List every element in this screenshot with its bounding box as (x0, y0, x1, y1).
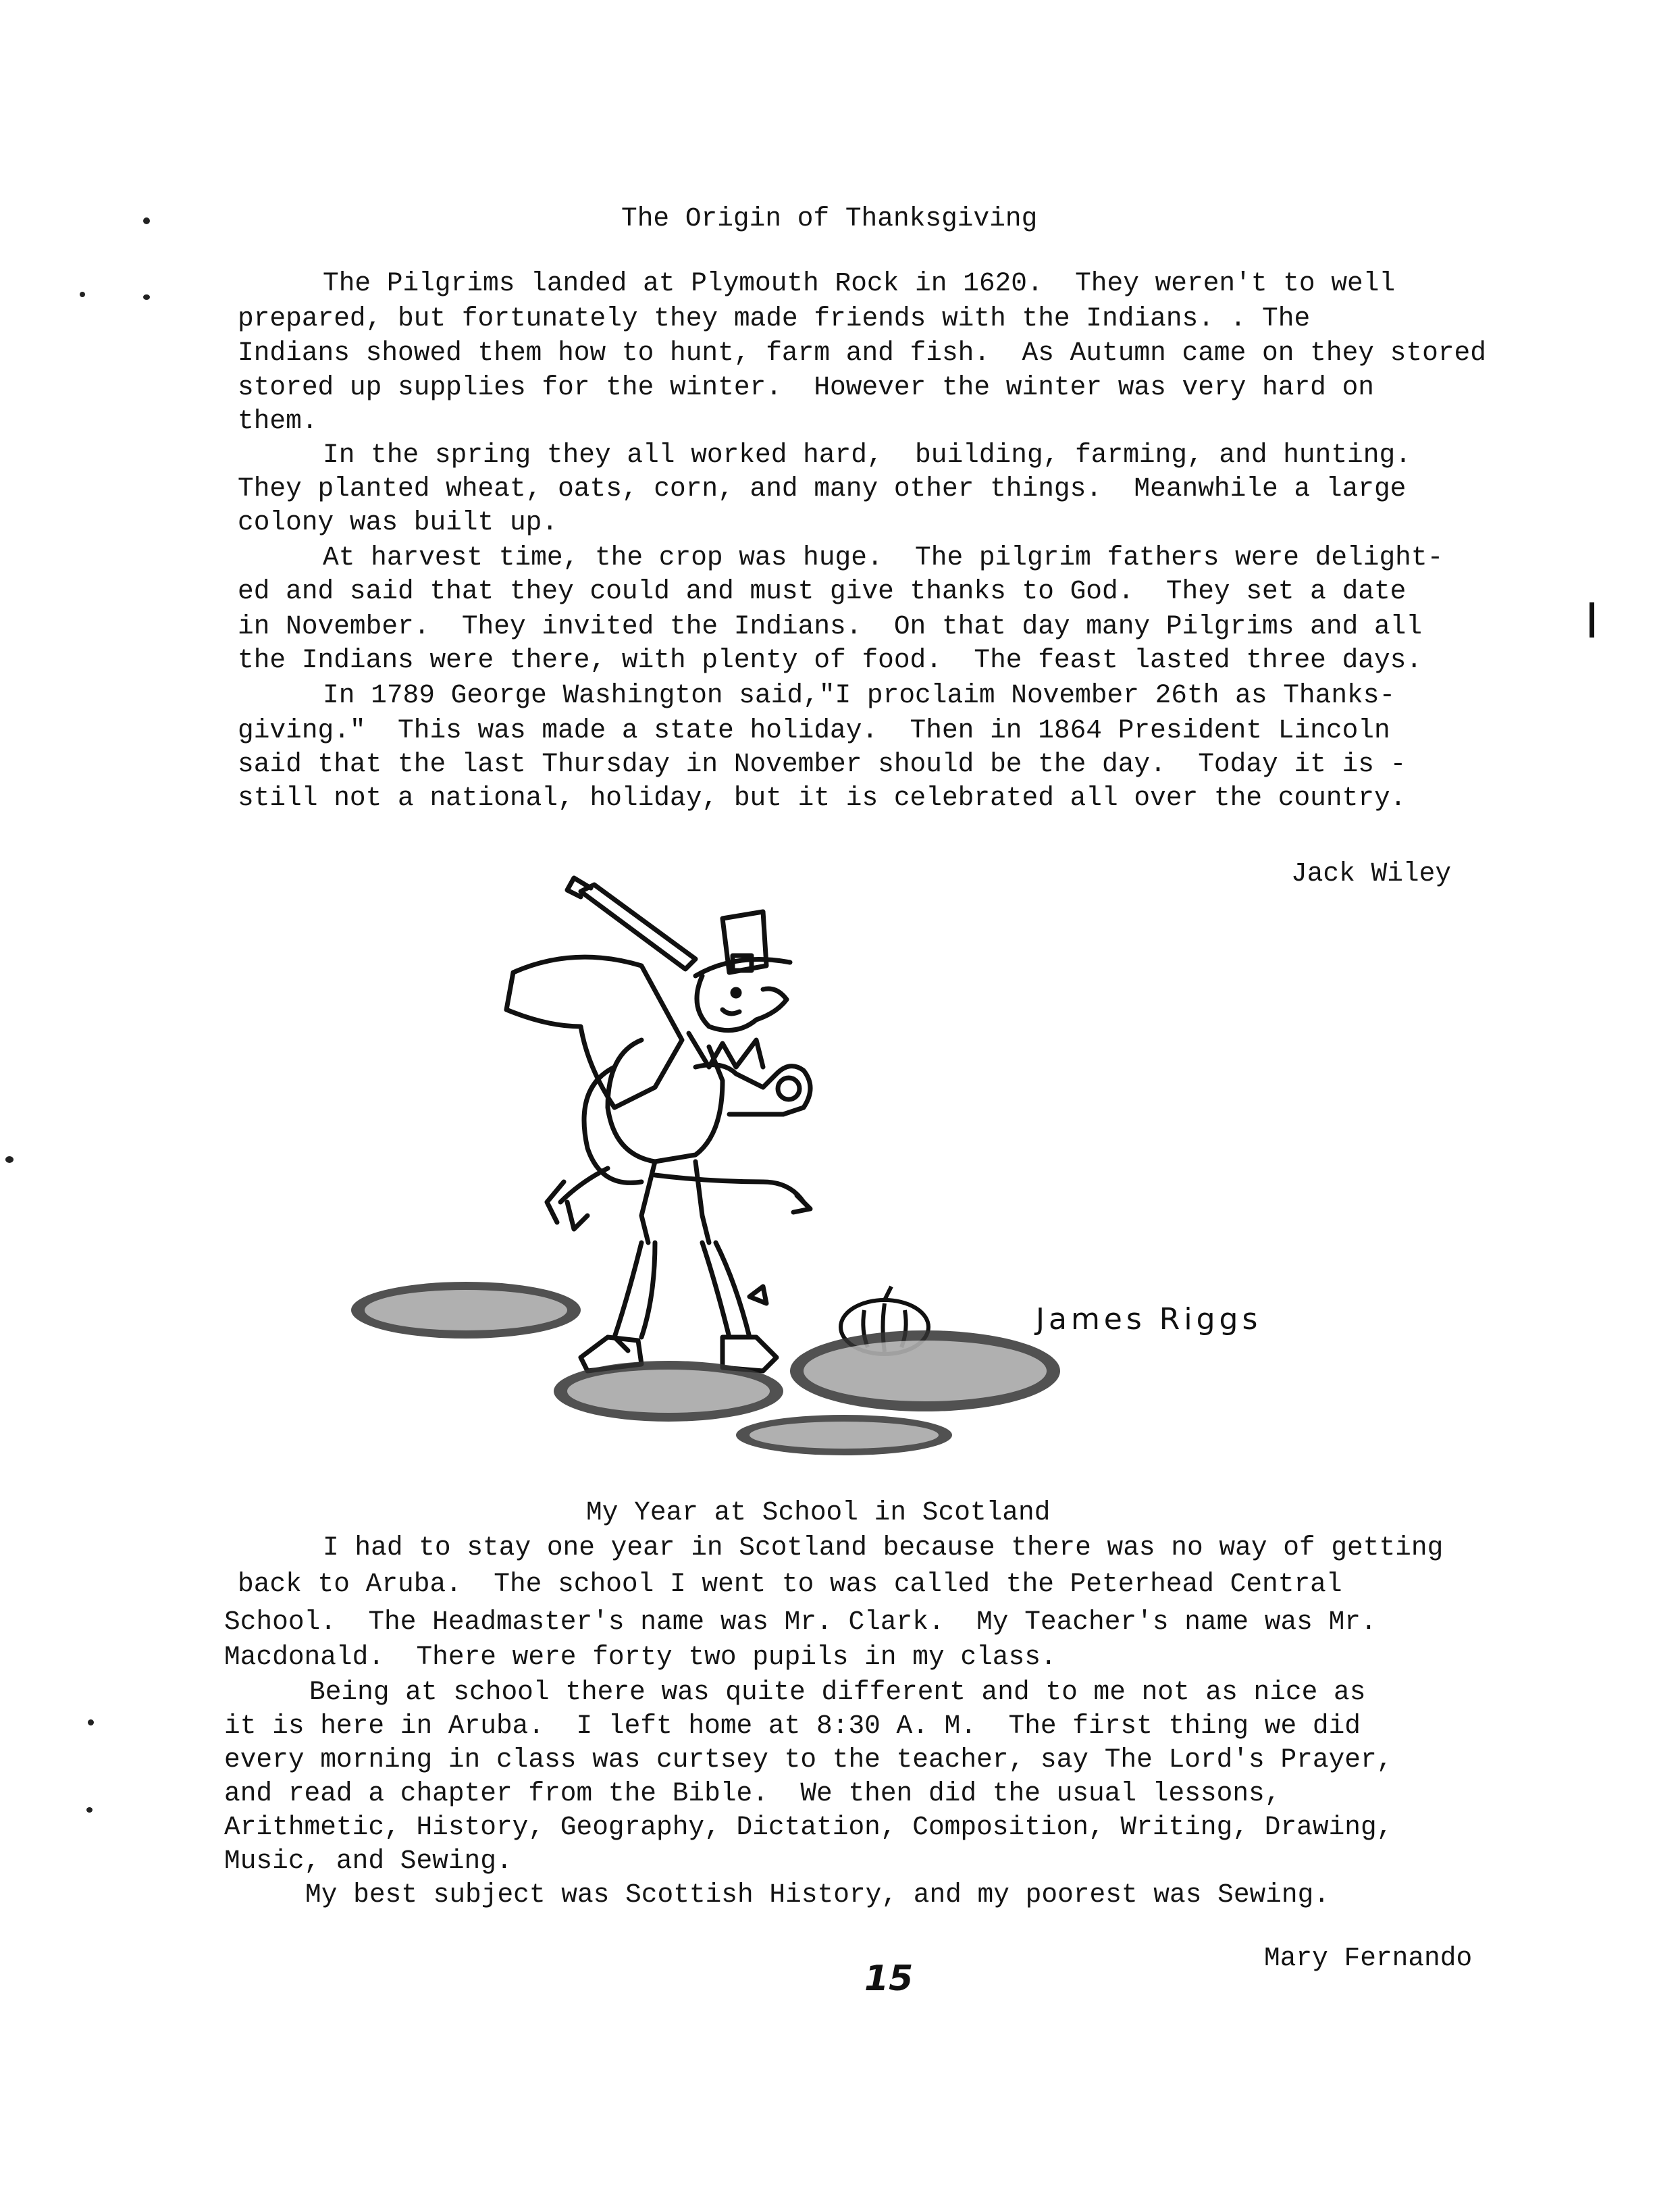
article-line: them. (238, 406, 318, 436)
article-line: every morning in class was curtsey to the teacher, say The Lord's Prayer, (224, 1744, 1393, 1775)
article-line: prepared, but fortunately they made friends with the Indians. . The (238, 303, 1311, 334)
article-line: In 1789 George Washington said,"I proclaim November 26th as Thanks- (323, 680, 1396, 710)
article-line: The Pilgrims landed at Plymouth Rock in 1620. They weren't to well (323, 268, 1396, 298)
scan-speck (143, 217, 150, 224)
page-number: 15 (864, 1958, 914, 1999)
scan-speck (88, 1719, 94, 1725)
article-line: back to Aruba. The school I went to was called the Peterhead Central (238, 1569, 1342, 1599)
article-line: in November. They invited the Indians. On that day many Pilgrims and all (238, 611, 1423, 642)
article-title: My Year at School in Scotland (586, 1497, 1051, 1528)
article-title: The Origin of Thanksgiving (621, 203, 1038, 234)
margin-mark (1590, 602, 1594, 638)
article-line: School. The Headmaster's name was Mr. Clark. My Teacher's name was Mr. (224, 1607, 1377, 1637)
pilgrim-illustration (290, 864, 1182, 1472)
scan-speck (5, 1156, 14, 1163)
article-author: Jack Wiley (1291, 858, 1452, 889)
scan-speck (86, 1807, 93, 1813)
scan-speck (80, 292, 85, 297)
article-line: Music, and Sewing. (224, 1846, 513, 1876)
article-line: ed and said that they could and must give thanks to God. They set a date (238, 576, 1407, 606)
article-line: Indians showed them how to hunt, farm and fish. As Autumn came on they stored (238, 338, 1486, 368)
illustration-signature: James Riggs (1036, 1302, 1262, 1336)
article-line: colony was built up. (238, 507, 558, 538)
article-line: Arithmetic, History, Geography, Dictation, Composition, Writing, Drawing, (224, 1812, 1393, 1842)
article-line: At harvest time, the crop was huge. The pilgrim fathers were delight- (323, 542, 1444, 573)
scan-speck (143, 294, 150, 300)
article-line: They planted wheat, oats, corn, and many other things. Meanwhile a large (238, 473, 1407, 504)
article-line: it is here in Aruba. I left home at 8:30 A. M. The first thing we did (224, 1711, 1361, 1741)
article-line: My best subject was Scottish History, and my poorest was Sewing. (305, 1879, 1330, 1910)
article-line: giving." This was made a state holiday. Then in 1864 President Lincoln (238, 715, 1390, 746)
article-line: I had to stay one year in Scotland because there was no way of getting (323, 1532, 1444, 1563)
article-line: stored up supplies for the winter. However the winter was very hard on (238, 372, 1374, 403)
article-line: said that the last Thursday in November should be the day. Today it is - (238, 749, 1407, 779)
article-line: In the spring they all worked hard, building, farming, and hunting. (323, 440, 1411, 470)
article-author: Mary Fernando (1264, 1943, 1473, 1973)
article-line: Macdonald. There were forty two pupils in my class. (224, 1642, 1057, 1672)
article-line: still not a national, holiday, but it is celebrated all over the country. (238, 783, 1407, 813)
article-line: and read a chapter from the Bible. We then did the usual lessons, (224, 1778, 1281, 1809)
article-line: Being at school there was quite different and to me not as nice as (309, 1677, 1366, 1707)
article-line: the Indians were there, with plenty of food. The feast lasted three days. (238, 645, 1423, 675)
